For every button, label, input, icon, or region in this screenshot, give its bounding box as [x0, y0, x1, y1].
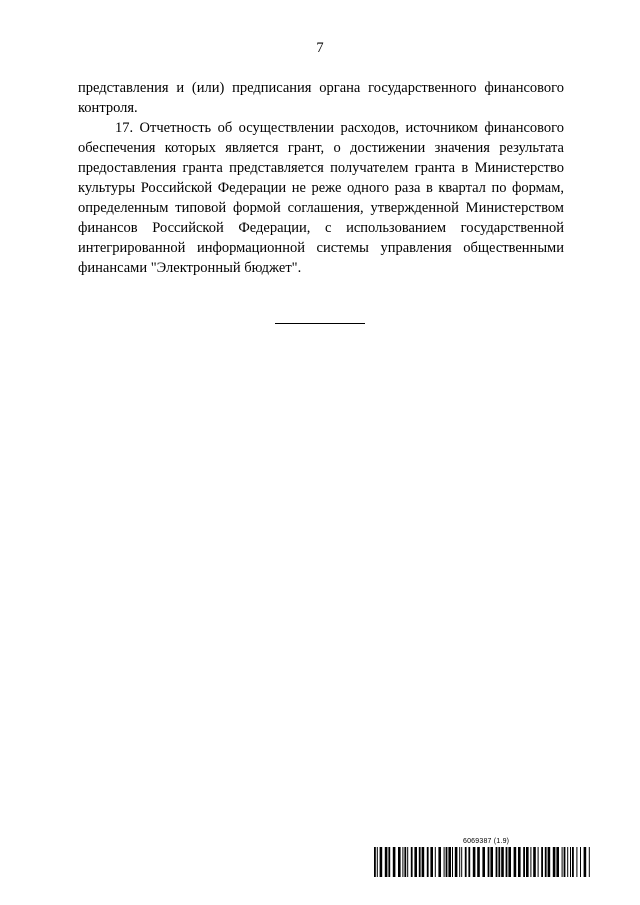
section-divider — [275, 323, 365, 324]
paragraph-17: 17. Отчетность об осуществлении расходов, источником финансового обеспечения которых является грант, о достижении значения результата предоставления гранта представляется получателем гранта в Министерство культуры Российской Федерации не реже одного раза в квартал по формам, определенным типовой формой соглашения, утвержденной Министерством финансов Российской Федерации, с использованием государственной интегрированной информационной системы управления общественными финансами "Электронный бюджет". — [78, 120, 564, 276]
barcode-bar — [518, 847, 521, 877]
barcode-bar — [580, 847, 581, 877]
barcode-bar — [523, 847, 525, 877]
barcode-bar — [498, 847, 500, 877]
barcode-bar — [496, 847, 498, 877]
barcode-bar — [468, 847, 470, 877]
barcode-bar — [589, 847, 590, 877]
barcode-bar — [538, 847, 539, 877]
barcode-bar — [388, 847, 390, 877]
barcode-bar — [435, 847, 436, 877]
barcode-bar — [398, 847, 401, 877]
barcode-bar — [444, 847, 445, 877]
barcode-bar — [455, 847, 458, 877]
barcode — [374, 847, 590, 877]
barcode-bar — [377, 847, 378, 877]
barcode-bar — [584, 847, 587, 877]
barcode-bar — [576, 847, 577, 877]
barcode-bar — [427, 847, 429, 877]
barcode-bar — [545, 847, 547, 877]
barcode-bar — [541, 847, 543, 877]
barcode-bar — [385, 847, 388, 877]
barcode-bar — [419, 847, 421, 877]
barcode-bar — [556, 847, 559, 877]
barcode-bar — [438, 847, 441, 877]
barcode-bar — [564, 847, 566, 877]
barcode-bar — [562, 847, 563, 877]
page-number: 7 — [316, 40, 324, 56]
barcode-bar — [430, 847, 433, 877]
barcode-bar — [473, 847, 476, 877]
barcode-bar — [488, 847, 490, 877]
barcode-bar — [404, 847, 406, 877]
barcode-bar — [374, 847, 376, 877]
barcode-bar — [446, 847, 448, 877]
document-id: 6069387 (1.9) — [463, 838, 510, 845]
barcode-bar — [459, 847, 460, 877]
barcode-bar — [501, 847, 504, 877]
paragraph-continuation: представления и (или) предписания органа государственного финансового контроля. — [78, 80, 564, 116]
barcode-bar — [448, 847, 451, 877]
barcode-bar — [422, 847, 425, 877]
barcode-bar — [553, 847, 556, 877]
barcode-bar — [477, 847, 480, 877]
barcode-bar — [465, 847, 467, 877]
document-body — [78, 78, 564, 278]
barcode-bar — [548, 847, 551, 877]
barcode-bar — [490, 847, 493, 877]
barcode-bar — [567, 847, 568, 877]
barcode-bar — [452, 847, 453, 877]
barcode-bar — [572, 847, 574, 877]
barcode-bar — [380, 847, 383, 877]
barcode-bar — [411, 847, 413, 877]
barcode-bar — [402, 847, 403, 877]
barcode-bar — [414, 847, 417, 877]
barcode-bar — [393, 847, 396, 877]
barcode-bar — [506, 847, 508, 877]
barcode-bar — [461, 847, 462, 877]
barcode-bar — [530, 847, 531, 877]
barcode-bar — [533, 847, 536, 877]
barcode-bar — [570, 847, 571, 877]
barcode-bar — [482, 847, 485, 877]
barcode-bar — [407, 847, 408, 877]
barcode-bar — [508, 847, 511, 877]
barcode-bar — [514, 847, 517, 877]
barcode-bar — [526, 847, 529, 877]
